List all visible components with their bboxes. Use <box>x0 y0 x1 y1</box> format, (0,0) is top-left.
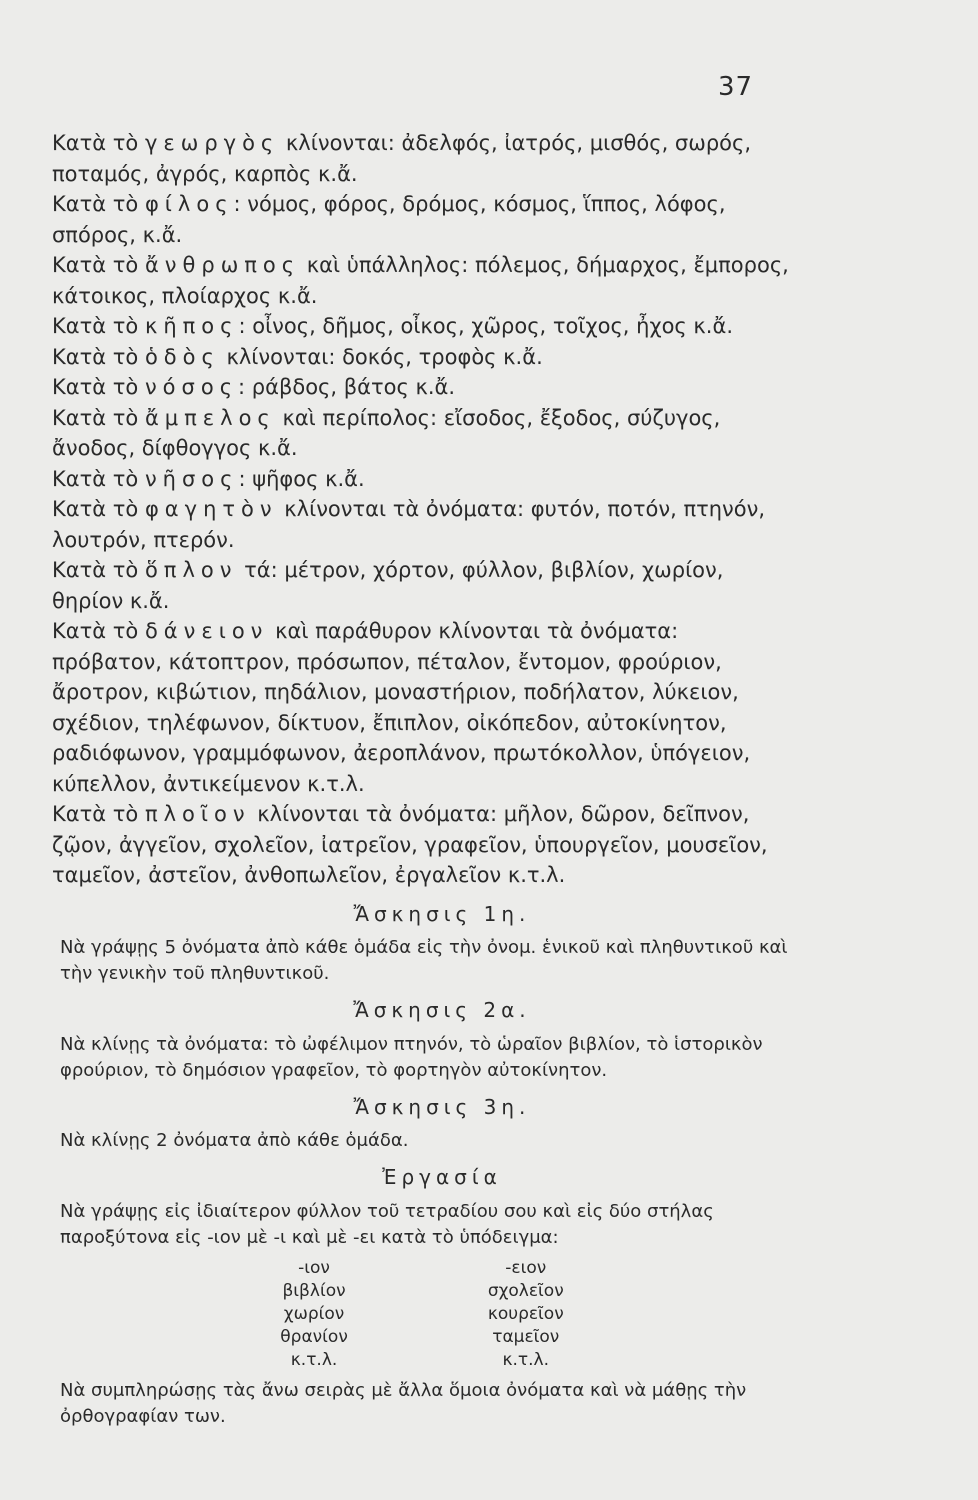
paragraph-keyword: ὁδὸς <box>144 344 220 369</box>
paragraph-text: : νόμος, φόρος, δρόμος, κόσμος, ἵππος, λόφος, σπόρος, κ.ἄ. <box>52 192 726 247</box>
paragraph-text: : οἶνος, δῆμος, οἶκος, χῶρος, τοῖχος, ἦχος κ.ἄ. <box>238 314 734 338</box>
column-entry: κουρεῖον <box>487 1303 564 1324</box>
paragraph-text: καὶ ὑπάλληλος: πόλεμος, δήμαρχος, ἔμπορος, κάτοικος, πλοίαρχος κ.ἄ. <box>52 253 789 308</box>
paragraph-lead: Κατὰ τὸ <box>52 131 145 155</box>
paragraph-text: κλίνονται τὰ ὀνόματα: μῆλον, δῶρον, δεῖπνον, ζῷον, ἀγγεῖον, σχολεῖον, ἰατρεῖον, γραφεῖον, ὑπουργεῖον, μουσεῖον, ταμεῖον, ἀστεῖον, ἀνθοπωλεῖον, ἐργαλεῖον κ.τ.λ. <box>52 802 768 887</box>
paragraph-lead: Κατὰ τὸ <box>52 344 145 369</box>
exercise-3 <box>52 1092 792 1155</box>
paragraph <box>52 311 792 342</box>
paragraph-lead: Κατὰ τὸ <box>52 497 145 521</box>
paragraph-keyword: ἄνθρωπος <box>144 253 301 277</box>
paragraph <box>52 372 792 403</box>
column-entry: κ.τ.λ. <box>290 1349 338 1370</box>
column-entry: χωρίον <box>283 1303 345 1324</box>
paragraph-keyword: κῆπος <box>144 314 239 338</box>
paragraph-text: κλίνονται: ἀδελφός, ἰατρός, μισθός, σωρός, ποταμός, ἀγρός, καρπὸς κ.ἄ. <box>52 131 752 186</box>
paragraph <box>52 403 792 464</box>
work-intro: Νὰ γράψῃς εἰς ἰδιαίτερον φύλλον τοῦ τετραδίου σου καὶ εἰς δύο στήλας παροξύτονα εἰς -ιον μὲ -ι καὶ μὲ -ει κατὰ τὸ ὑπόδειγμα: <box>60 1200 714 1248</box>
paragraph-lead: Κατὰ τὸ <box>52 314 145 338</box>
paragraph-text: κλίνονται: δοκός, τροφὸς κ.ἄ. <box>219 344 543 369</box>
paragraph-text: κλίνονται τὰ ὀνόματα: φυτόν, ποτόν, πτηνόν, λουτρόν, πτερόν. <box>52 497 766 552</box>
paragraph-text: : ψῆφος κ.ἄ. <box>238 466 365 491</box>
column-entry: βιβλίον <box>282 1280 346 1301</box>
column-entry: -ιον <box>298 1257 330 1278</box>
paragraph <box>52 464 792 495</box>
exercise-text: Νὰ κλίνῃς 2 ὀνόματα ἀπὸ κάθε ὁμάδα. <box>60 1130 409 1151</box>
paragraph-lead: Κατὰ τὸ <box>52 619 145 643</box>
paragraph-keyword: νῆσος <box>144 466 239 491</box>
exercise-text: Νὰ κλίνῃς τὰ ὀνόματα: τὸ ὠφέλιμον πτηνόν, τὸ ὡραῖον βιβλίον, τὸ ἱστορικὸν φρούριον, τὸ δημόσιον γραφεῖον, τὸ φορτηγὸν αὐτοκίνητον. <box>60 1033 763 1081</box>
column-iota <box>280 1257 348 1372</box>
work-title: Ἐργασία <box>382 1165 502 1189</box>
work-section <box>52 1162 792 1430</box>
paragraph-lead: Κατὰ τὸ <box>52 802 145 826</box>
paragraph-lead: Κατὰ τὸ <box>52 558 145 582</box>
column-entry: -ειον <box>505 1257 547 1278</box>
paragraph <box>52 128 792 189</box>
paragraph-lead: Κατὰ τὸ <box>52 375 145 399</box>
exercise-title: Ἄσκησις 1η. <box>353 901 531 926</box>
paragraph <box>52 189 792 250</box>
paragraph-keyword: ὅπλον <box>144 558 238 582</box>
paragraph <box>52 342 792 373</box>
paragraph-text: : ράβδος, βάτος κ.ἄ. <box>238 375 456 399</box>
column-entry: θρανίον <box>280 1326 348 1347</box>
exercise-text: Νὰ γράψῃς 5 ὀνόματα ἀπὸ κάθε ὁμάδα εἰς τὴν ὀνομ. ἑνικοῦ καὶ πληθυντικοῦ καὶ τὴν γενικὴν τοῦ πληθυντικοῦ. <box>60 937 788 984</box>
column-entry: σχολεῖον <box>487 1280 564 1301</box>
paragraphs <box>52 128 792 891</box>
example-columns <box>52 1257 792 1372</box>
paragraph <box>52 555 792 616</box>
paragraph-keyword: γεωργὸς <box>144 131 280 155</box>
paragraph-lead: Κατὰ τὸ <box>52 253 145 277</box>
page-body <box>52 128 792 1430</box>
work-outro: Νὰ συμπληρώσῃς τὰς ἄνω σειρὰς μὲ ἄλλα ὅμοια ὀνόματα καὶ νὰ μάθῃς τὴν ὀρθογραφίαν των. <box>60 1379 747 1427</box>
paragraph-keyword: ἄμπελος <box>144 405 276 430</box>
paragraph <box>52 494 792 555</box>
paragraph-keyword: δάνειον <box>144 619 269 643</box>
paragraph-keyword: νόσος <box>144 375 239 399</box>
paragraph <box>52 799 792 891</box>
paragraph-text: καὶ περίπολος: εἴσοδος, ἔξοδος, σύζυγος, ἄνοδος, δίφθογγος κ.ἄ. <box>52 405 721 460</box>
exercise-2 <box>52 995 792 1084</box>
exercise-title: Ἄσκησις 3η. <box>353 1094 531 1119</box>
column-ei <box>488 1257 564 1372</box>
paragraph-keyword: πλοῖον <box>144 802 251 826</box>
exercise-title: Ἄσκησις 2α. <box>353 998 531 1022</box>
paragraph-keyword: φίλος <box>144 192 234 216</box>
paragraph-lead: Κατὰ τὸ <box>52 192 145 216</box>
paragraph-lead: Κατὰ τὸ <box>52 466 145 491</box>
exercise-1 <box>52 899 792 988</box>
paragraph <box>52 616 792 799</box>
paragraph-text: τά: μέτρον, χόρτον, φύλλον, βιβλίον, χωρίον, θηρίον κ.ἄ. <box>52 558 724 613</box>
column-entry: ταμεῖον <box>492 1326 560 1347</box>
paragraph-text: καὶ παράθυρον κλίνονται τὰ ὀνόματα: πρόβατον, κάτοπτρον, πρόσωπον, πέταλον, ἔντομον, φρούριον, ἄροτρον, κιβώτιον, πηδάλιον, μοναστήριον, ποδήλατον, λύκειον, σχέδιον, τηλέφωνον, δίκτυον, ἔπιπλον, οἰκόπεδον, αὐτοκίνητον, ραδιόφωνον, γραμμόφωνον, ἀεροπλάνον, πρωτόκολλον, ὑπόγειον, κύπελλον, ἀντικείμενον κ.τ.λ. <box>52 619 751 796</box>
column-entry: κ.τ.λ. <box>502 1349 550 1370</box>
paragraph-keyword: φαγητὸν <box>144 497 278 521</box>
paragraph-lead: Κατὰ τὸ <box>52 405 145 430</box>
paragraph <box>52 250 792 311</box>
page-number: 37 <box>718 72 754 102</box>
